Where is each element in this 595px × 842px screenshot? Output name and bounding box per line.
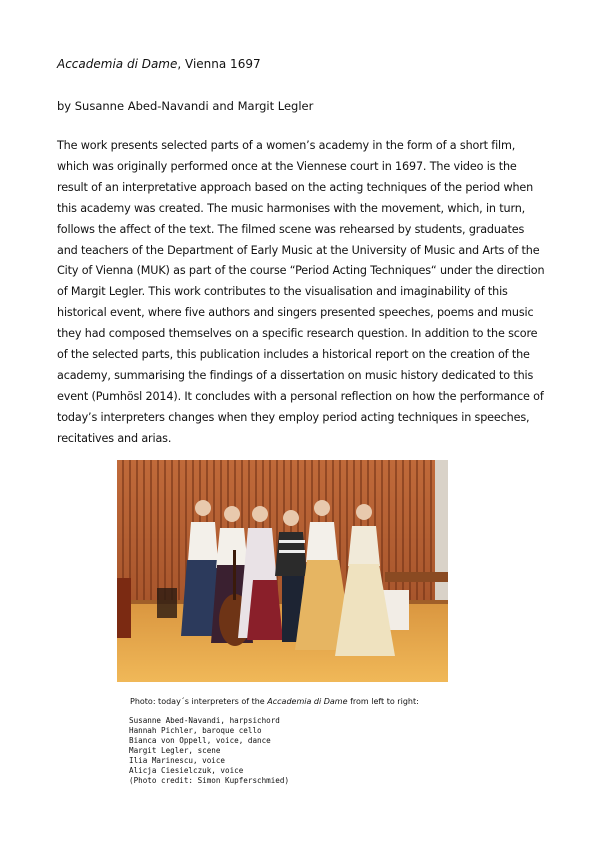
credit-line: Alicja Ciesielczuk, voice: [129, 766, 244, 775]
document-title: [57, 56, 261, 72]
credits-list: [129, 716, 289, 786]
credit-line: Hannah Pichler, baroque cello: [129, 726, 262, 735]
credit-line: Susanne Abed-Navandi, harpsichord: [129, 716, 280, 725]
title-italic: Accademia di Dame: [57, 57, 178, 71]
group-photo: [117, 460, 448, 682]
credit-line: Bianca von Oppell, voice, dance: [129, 736, 271, 745]
authors-line: by Susanne Abed-Navandi and Margit Legler: [57, 99, 314, 113]
credit-line: Margit Legler, scene: [129, 746, 221, 755]
credit-line: Ilia Marinescu, voice: [129, 756, 226, 765]
credit-line: (Photo credit: Simon Kupferschmied): [129, 776, 290, 785]
caption-prefix: Photo: today´s interpreters of the: [130, 697, 268, 706]
caption-suffix: from left to right:: [347, 697, 419, 706]
caption-italic: Accademia di Dame: [267, 697, 348, 706]
title-rest: , Vienna 1697: [177, 57, 261, 71]
photo-caption: [130, 697, 419, 707]
body-paragraph: The work presents selected parts of a women’s academy in the form of a short film, which was originally performed once at the Viennese court in 1697. The video is the result of an interpretative approach based on the acting techniques of the period when this academy was created. The music harmonises with the movement, which, in turn, follows the affect of the text. The filmed scene was rehearsed by students, graduates and teachers of the Department of Early Music at the University of Music and Arts of the City of Vienna (MUK) as part of the course “Period Acting Techniques“ under the direction of Margit Legler. This work contributes to the visualisation and imaginability of this historical event, where five authors and singers presented speeches, poems and music they had composed themselves on a specific research question. In addition to the score of the selected parts, this publication includes a historical report on the creation of the academy, summarising the findings of a dissertation on music history dedicated to this event (Pumhösl 2014). It concludes with a personal reflection on how the performance of today’s interpreters changes when they employ period acting techniques in speeches, recitatives and arias.: [57, 139, 545, 445]
